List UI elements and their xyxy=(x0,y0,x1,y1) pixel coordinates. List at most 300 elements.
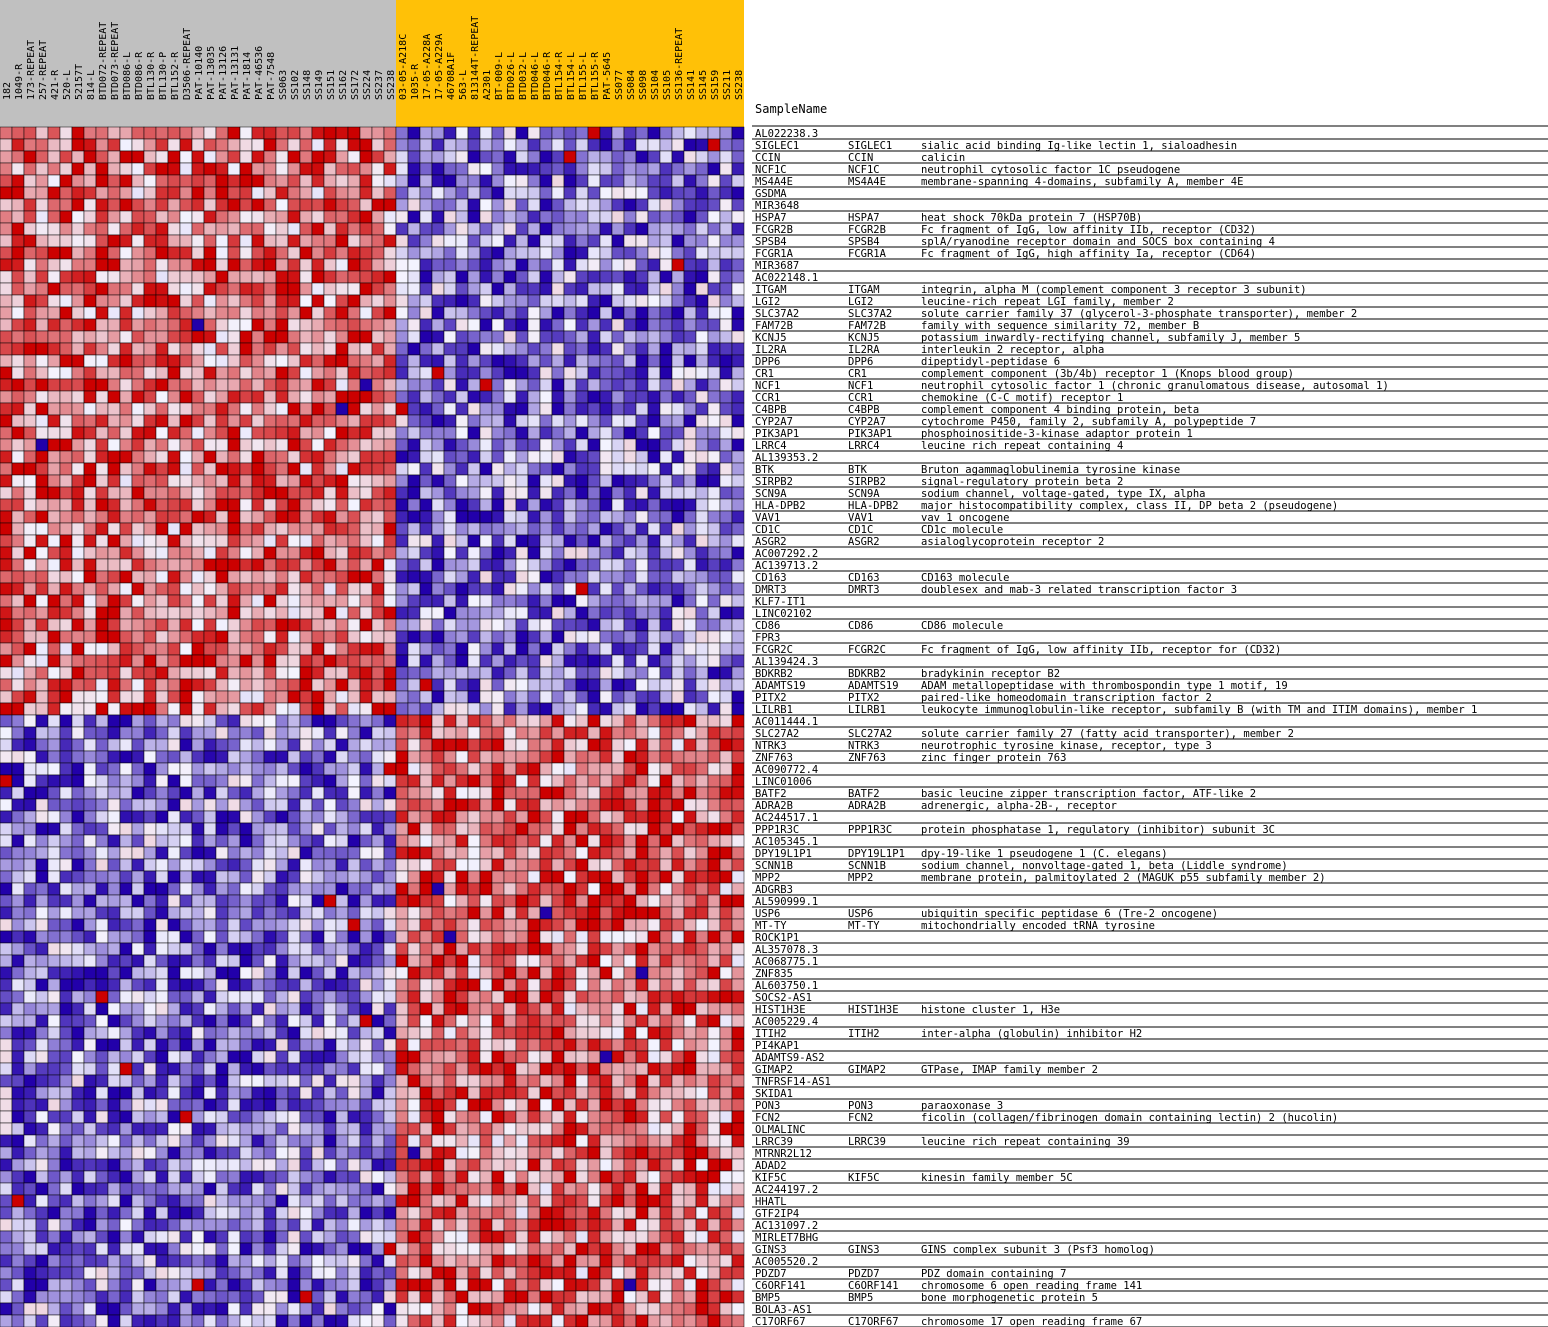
heatmap-cell xyxy=(588,955,600,967)
heatmap-cell xyxy=(300,727,312,739)
heatmap-cell xyxy=(36,679,48,691)
heatmap-cell xyxy=(540,355,552,367)
heatmap-cell xyxy=(672,727,684,739)
heatmap-cell xyxy=(324,1075,336,1087)
heatmap-cell xyxy=(60,547,72,559)
heatmap-cell xyxy=(132,475,144,487)
heatmap-cell xyxy=(312,163,324,175)
heatmap-cell xyxy=(84,907,96,919)
heatmap-cell xyxy=(564,487,576,499)
heatmap-cell xyxy=(672,139,684,151)
heatmap-cell xyxy=(684,355,696,367)
heatmap-cell xyxy=(144,211,156,223)
heatmap-cell xyxy=(324,535,336,547)
heatmap-cell xyxy=(456,799,468,811)
heatmap-cell xyxy=(648,523,660,535)
heatmap-cell xyxy=(396,943,408,955)
heatmap-cell xyxy=(180,739,192,751)
heatmap-cell xyxy=(348,859,360,871)
heatmap-cell xyxy=(108,643,120,655)
heatmap-cell xyxy=(264,979,276,991)
heatmap-cell xyxy=(528,619,540,631)
heatmap-cell xyxy=(24,127,36,139)
heatmap-cell xyxy=(456,1015,468,1027)
heatmap-cell xyxy=(240,247,252,259)
column-label: SS104 xyxy=(650,69,661,100)
heatmap-cell xyxy=(192,451,204,463)
heatmap-cell xyxy=(216,439,228,451)
heatmap-cell xyxy=(180,679,192,691)
heatmap-cell xyxy=(240,787,252,799)
heatmap-cell xyxy=(216,379,228,391)
heatmap-cell xyxy=(540,619,552,631)
heatmap-cell xyxy=(324,523,336,535)
heatmap-cell xyxy=(372,487,384,499)
heatmap-cell xyxy=(420,859,432,871)
heatmap-cell xyxy=(192,775,204,787)
heatmap-cell xyxy=(336,955,348,967)
heatmap-cell xyxy=(600,391,612,403)
heatmap-cell xyxy=(108,487,120,499)
heatmap-cell xyxy=(540,631,552,643)
heatmap-cell xyxy=(444,487,456,499)
heatmap-cell xyxy=(84,1063,96,1075)
heatmap-cell xyxy=(12,391,24,403)
heatmap-cell xyxy=(720,943,732,955)
heatmap-cell xyxy=(288,295,300,307)
heatmap-cell xyxy=(336,367,348,379)
heatmap-cell xyxy=(192,727,204,739)
heatmap-cell xyxy=(648,1015,660,1027)
heatmap-cell xyxy=(276,991,288,1003)
heatmap-cell xyxy=(228,643,240,655)
heatmap-cell xyxy=(660,583,672,595)
heatmap-cell xyxy=(204,163,216,175)
heatmap-cell xyxy=(480,295,492,307)
heatmap-cell xyxy=(84,235,96,247)
heatmap-cell xyxy=(588,667,600,679)
heatmap-cell xyxy=(492,499,504,511)
heatmap-cell xyxy=(540,799,552,811)
heatmap-cell xyxy=(180,559,192,571)
heatmap-cell xyxy=(108,451,120,463)
heatmap-cell xyxy=(120,895,132,907)
heatmap-cell xyxy=(432,655,444,667)
heatmap-cell xyxy=(72,187,84,199)
heatmap-cell xyxy=(660,847,672,859)
heatmap-cell xyxy=(480,439,492,451)
heatmap-cell xyxy=(0,667,12,679)
heatmap-cell xyxy=(456,967,468,979)
heatmap-cell xyxy=(720,367,732,379)
heatmap-cell xyxy=(84,739,96,751)
heatmap-cell xyxy=(228,847,240,859)
heatmap-cell xyxy=(384,1003,396,1015)
heatmap-cell xyxy=(636,655,648,667)
heatmap-cell xyxy=(276,919,288,931)
heatmap-cell xyxy=(36,619,48,631)
heatmap-cell xyxy=(600,955,612,967)
heatmap-cell xyxy=(72,391,84,403)
heatmap-cell xyxy=(480,271,492,283)
heatmap-cell xyxy=(96,511,108,523)
heatmap-cell xyxy=(228,667,240,679)
heatmap-cell xyxy=(240,175,252,187)
heatmap-cell xyxy=(576,607,588,619)
heatmap-cell xyxy=(264,139,276,151)
heatmap-cell xyxy=(396,127,408,139)
heatmap-cell xyxy=(72,919,84,931)
heatmap-cell xyxy=(408,283,420,295)
heatmap-cell xyxy=(444,1027,456,1039)
heatmap-cell xyxy=(600,967,612,979)
heatmap-cell xyxy=(456,343,468,355)
heatmap-cell xyxy=(192,511,204,523)
heatmap-cell xyxy=(636,235,648,247)
heatmap-cell xyxy=(264,463,276,475)
heatmap-cell xyxy=(660,511,672,523)
heatmap-cell xyxy=(708,691,720,703)
heatmap-cell xyxy=(636,163,648,175)
heatmap-cell xyxy=(456,295,468,307)
heatmap-cell xyxy=(492,475,504,487)
heatmap-cell xyxy=(108,247,120,259)
heatmap-cell xyxy=(684,1015,696,1027)
heatmap-cell xyxy=(336,355,348,367)
heatmap-cell xyxy=(708,139,720,151)
heatmap-cell xyxy=(336,379,348,391)
heatmap-cell xyxy=(384,991,396,1003)
heatmap-cell xyxy=(132,535,144,547)
heatmap-cell xyxy=(216,487,228,499)
heatmap-cell xyxy=(0,187,12,199)
heatmap-cell xyxy=(204,895,216,907)
heatmap-cell xyxy=(192,835,204,847)
heatmap-cell xyxy=(636,703,648,715)
heatmap-cell xyxy=(204,151,216,163)
heatmap-cell xyxy=(504,247,516,259)
heatmap-cell xyxy=(552,1051,564,1063)
heatmap-cell xyxy=(60,487,72,499)
heatmap-cell xyxy=(300,883,312,895)
heatmap-cell xyxy=(732,859,744,871)
heatmap-cell xyxy=(540,823,552,835)
heatmap-cell xyxy=(648,631,660,643)
heatmap-cell xyxy=(672,187,684,199)
heatmap-cell xyxy=(528,379,540,391)
heatmap-cell xyxy=(372,235,384,247)
heatmap-cell xyxy=(60,187,72,199)
heatmap-cell xyxy=(252,811,264,823)
heatmap-cell xyxy=(60,919,72,931)
heatmap-cell xyxy=(252,799,264,811)
heatmap-cell xyxy=(396,331,408,343)
heatmap-cell xyxy=(732,499,744,511)
heatmap-cell xyxy=(408,835,420,847)
heatmap-cell xyxy=(708,1003,720,1015)
heatmap-cell xyxy=(564,619,576,631)
heatmap-cell xyxy=(168,991,180,1003)
heatmap-cell xyxy=(132,331,144,343)
heatmap-cell xyxy=(240,211,252,223)
heatmap-cell xyxy=(384,955,396,967)
heatmap-cell xyxy=(588,475,600,487)
heatmap-cell xyxy=(528,895,540,907)
heatmap-cell xyxy=(492,1015,504,1027)
heatmap-cell xyxy=(696,355,708,367)
heatmap-cell xyxy=(540,811,552,823)
heatmap-cell xyxy=(732,655,744,667)
heatmap-cell xyxy=(456,703,468,715)
heatmap-cell xyxy=(348,271,360,283)
heatmap-cell xyxy=(228,967,240,979)
heatmap-cell xyxy=(24,211,36,223)
heatmap-cell xyxy=(528,979,540,991)
heatmap-cell xyxy=(228,451,240,463)
heatmap-cell xyxy=(420,451,432,463)
heatmap-cell xyxy=(348,775,360,787)
heatmap-cell xyxy=(600,1027,612,1039)
heatmap-cell xyxy=(528,367,540,379)
heatmap-cell xyxy=(96,151,108,163)
heatmap-cell xyxy=(300,967,312,979)
heatmap-cell xyxy=(528,559,540,571)
heatmap-cell xyxy=(552,595,564,607)
heatmap-cell xyxy=(252,1039,264,1051)
heatmap-cell xyxy=(96,1015,108,1027)
heatmap-cell xyxy=(60,223,72,235)
heatmap-cell xyxy=(468,259,480,271)
heatmap-cell xyxy=(588,859,600,871)
heatmap-cell xyxy=(456,595,468,607)
heatmap-cell xyxy=(48,499,60,511)
heatmap-cell xyxy=(624,451,636,463)
heatmap-cell xyxy=(180,307,192,319)
heatmap-cell xyxy=(684,415,696,427)
heatmap-cell xyxy=(48,187,60,199)
heatmap-cell xyxy=(96,931,108,943)
heatmap-cell xyxy=(120,343,132,355)
heatmap-cell xyxy=(168,1039,180,1051)
heatmap-cell xyxy=(372,643,384,655)
heatmap-cell xyxy=(84,1051,96,1063)
heatmap-cell xyxy=(516,343,528,355)
heatmap-cell xyxy=(144,943,156,955)
heatmap-cell xyxy=(384,679,396,691)
heatmap-cell xyxy=(36,727,48,739)
heatmap-cell xyxy=(624,775,636,787)
heatmap-cell xyxy=(288,1027,300,1039)
heatmap-cell xyxy=(672,871,684,883)
heatmap-cell xyxy=(288,319,300,331)
heatmap-cell xyxy=(684,799,696,811)
heatmap-cell xyxy=(240,631,252,643)
heatmap-cell xyxy=(516,403,528,415)
heatmap-cell xyxy=(708,787,720,799)
heatmap-cell xyxy=(48,547,60,559)
heatmap-cell xyxy=(564,1039,576,1051)
heatmap-cell xyxy=(432,295,444,307)
heatmap-cell xyxy=(528,931,540,943)
heatmap-cell xyxy=(300,679,312,691)
heatmap-cell xyxy=(228,943,240,955)
heatmap-cell xyxy=(492,967,504,979)
heatmap-cell xyxy=(396,739,408,751)
heatmap-cell xyxy=(504,151,516,163)
heatmap-cell xyxy=(468,943,480,955)
heatmap-cell xyxy=(648,991,660,1003)
heatmap-cell xyxy=(384,487,396,499)
heatmap-cell xyxy=(504,487,516,499)
heatmap-cell xyxy=(384,271,396,283)
heatmap-cell xyxy=(372,331,384,343)
heatmap-cell xyxy=(708,559,720,571)
heatmap-cell xyxy=(180,199,192,211)
heatmap-cell xyxy=(180,331,192,343)
column-label: 182 xyxy=(2,81,13,100)
heatmap-cell xyxy=(240,523,252,535)
heatmap-cell xyxy=(336,175,348,187)
heatmap-cell xyxy=(696,427,708,439)
heatmap-cell xyxy=(228,1051,240,1063)
heatmap-cell xyxy=(240,931,252,943)
heatmap-cell xyxy=(372,859,384,871)
heatmap-cell xyxy=(564,499,576,511)
heatmap-cell xyxy=(708,247,720,259)
heatmap-cell xyxy=(444,295,456,307)
heatmap-cell xyxy=(168,139,180,151)
heatmap-cell xyxy=(216,871,228,883)
heatmap-cell xyxy=(24,763,36,775)
heatmap-cell xyxy=(264,883,276,895)
heatmap-cell xyxy=(360,271,372,283)
heatmap-cell xyxy=(252,1003,264,1015)
heatmap-cell xyxy=(108,727,120,739)
heatmap-cell xyxy=(516,679,528,691)
heatmap-cell xyxy=(204,523,216,535)
heatmap-cell xyxy=(0,175,12,187)
heatmap-cell xyxy=(324,175,336,187)
heatmap-cell xyxy=(696,187,708,199)
heatmap-cell xyxy=(360,907,372,919)
heatmap-cell xyxy=(600,619,612,631)
heatmap-cell xyxy=(24,355,36,367)
heatmap-cell xyxy=(552,763,564,775)
heatmap-cell xyxy=(180,763,192,775)
heatmap-cell xyxy=(192,979,204,991)
heatmap-cell xyxy=(468,1003,480,1015)
heatmap-cell xyxy=(156,235,168,247)
heatmap-cell xyxy=(384,175,396,187)
heatmap-cell xyxy=(144,1027,156,1039)
heatmap-cell xyxy=(660,967,672,979)
column-label: A2301 xyxy=(482,69,493,100)
heatmap-cell xyxy=(444,643,456,655)
heatmap-cell xyxy=(600,187,612,199)
heatmap-cell xyxy=(48,139,60,151)
heatmap-cell xyxy=(228,415,240,427)
heatmap-cell xyxy=(516,1027,528,1039)
heatmap-cell xyxy=(312,931,324,943)
heatmap-cell xyxy=(120,199,132,211)
column-label: BTD026-L xyxy=(506,51,517,100)
heatmap-cell xyxy=(636,343,648,355)
heatmap-cell xyxy=(216,295,228,307)
column-label: SS077 xyxy=(614,69,625,100)
heatmap-cell xyxy=(648,571,660,583)
heatmap-cell xyxy=(0,259,12,271)
heatmap-cell xyxy=(684,211,696,223)
heatmap-cell xyxy=(48,463,60,475)
heatmap-cell xyxy=(564,787,576,799)
heatmap-cell xyxy=(372,583,384,595)
heatmap-cell xyxy=(252,655,264,667)
heatmap-cell xyxy=(456,751,468,763)
heatmap-cell xyxy=(36,331,48,343)
heatmap-cell xyxy=(600,355,612,367)
heatmap-cell xyxy=(72,307,84,319)
heatmap-cell xyxy=(276,187,288,199)
heatmap-cell xyxy=(396,151,408,163)
heatmap-cell xyxy=(624,703,636,715)
heatmap-cell xyxy=(288,487,300,499)
heatmap-cell xyxy=(516,511,528,523)
column-label: 257-REPEAT xyxy=(38,39,49,100)
heatmap-cell xyxy=(324,607,336,619)
heatmap-cell xyxy=(204,643,216,655)
heatmap-cell xyxy=(276,931,288,943)
heatmap-cell xyxy=(372,547,384,559)
heatmap-cell xyxy=(108,211,120,223)
heatmap-cell xyxy=(360,1027,372,1039)
heatmap-cell xyxy=(120,751,132,763)
heatmap-cell xyxy=(24,547,36,559)
heatmap-cell xyxy=(360,487,372,499)
heatmap-cell xyxy=(612,883,624,895)
heatmap-cell xyxy=(492,175,504,187)
heatmap-cell xyxy=(168,403,180,415)
heatmap-cell xyxy=(528,739,540,751)
heatmap-cell xyxy=(252,139,264,151)
heatmap-cell xyxy=(24,727,36,739)
heatmap-cell xyxy=(0,451,12,463)
heatmap-cell xyxy=(612,355,624,367)
heatmap-cell xyxy=(12,583,24,595)
heatmap-cell xyxy=(48,211,60,223)
heatmap-cell xyxy=(192,415,204,427)
heatmap-cell xyxy=(60,991,72,1003)
heatmap-cell xyxy=(624,355,636,367)
heatmap-cell xyxy=(228,787,240,799)
heatmap-cell xyxy=(336,1003,348,1015)
heatmap-cell xyxy=(432,583,444,595)
heatmap-cell xyxy=(132,415,144,427)
heatmap-cell xyxy=(348,187,360,199)
heatmap-cell xyxy=(288,895,300,907)
heatmap-cell xyxy=(672,535,684,547)
heatmap-cell xyxy=(228,127,240,139)
heatmap-cell xyxy=(96,559,108,571)
heatmap-cell xyxy=(624,1051,636,1063)
heatmap-cell xyxy=(180,295,192,307)
heatmap-cell xyxy=(48,751,60,763)
heatmap-cell xyxy=(696,655,708,667)
heatmap-cell xyxy=(204,1051,216,1063)
heatmap-cell xyxy=(12,691,24,703)
heatmap-cell xyxy=(288,979,300,991)
heatmap-cell xyxy=(348,451,360,463)
heatmap-cell xyxy=(396,703,408,715)
